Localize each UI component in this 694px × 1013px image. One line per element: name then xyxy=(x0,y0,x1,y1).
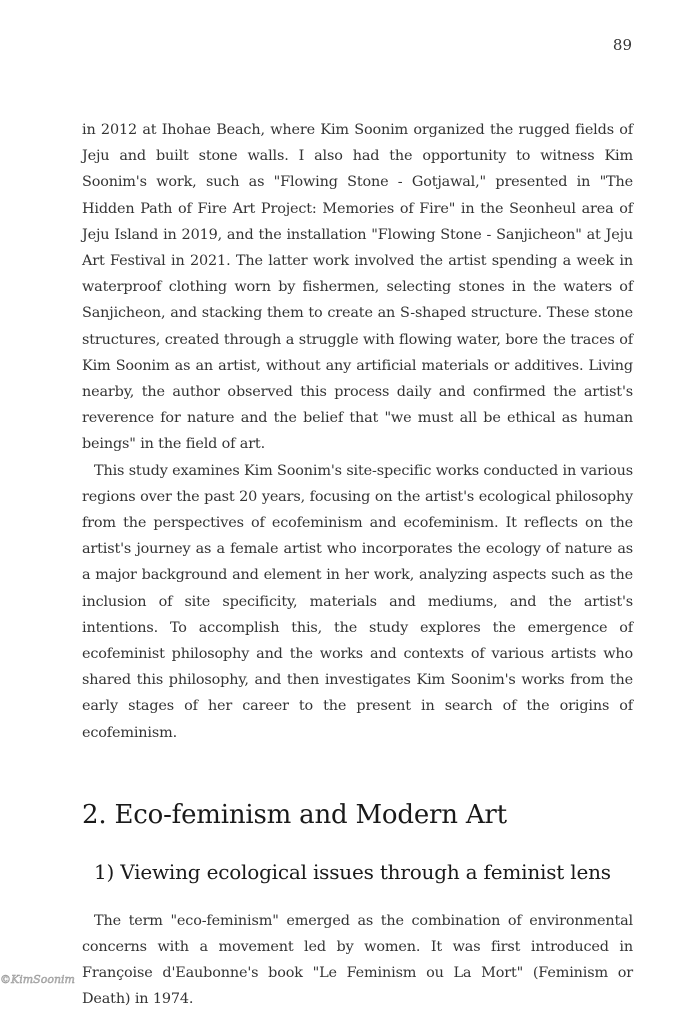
body-paragraph-3: The term "eco-feminism" emerged as the combination of environmental concerns with a movement led by women. It was first introduced in Françoise d'Eaubonne's book "Le Feminism ou La Mort" (Feminism or Death) in 1974. xyxy=(82,912,633,1008)
copyright-watermark: ©KimSoonim xyxy=(0,973,75,986)
body-paragraph-1: in 2012 at Ihohae Beach, where Kim Soonim organized the rugged fields of Jeju and built stone walls. I also had the opportunity to witness Kim Soonim's work, such as "Flowing Stone - Gotjawal," presented in "The Hidden Path of Fire Art Project: Memories of Fire" in the Seonheul area of Jeju Island in 2019, and the installation "Flowing Stone - Sanjicheon" at Jeju Art Festival in 2021. The latter work involved the artist spending a week in waterproof clothing worn by fishermen, selecting stones in the waters of Sanjicheon, and stacking them to create an S-shaped structure. These stone structures, created through a struggle with flowing water, bore the traces of Kim Soonim as an artist, without any artificial materials or additives. Living nearby, the author observed this process daily and confirmed the artist's reverence for nature and the belief that "we must all be ethical as human beings" in the field of art. xyxy=(82,122,633,453)
section-heading: 2. Eco-feminism and Modern Art xyxy=(82,799,507,830)
body-paragraph-2: This study examines Kim Soonim's site-specific works conducted in various regions over the past 20 years, focusing on the artist's ecological philosophy from the perspectives of ecofeminism and ecofeminism. It reflects on the artist's journey as a female artist who incorporates the ecology of nature as a major background and element in her work, analyzing aspects such as the inclusion of site specificity, materials and mediums, and the artist's intentions. To accomplish this, the study explores the emergence of ecofeminist philosophy and the works and contexts of various artists who shared this philosophy, and then investigates Kim Soonim's works from the early stages of her career to the present in search of the origins of ecofeminism. xyxy=(82,462,633,741)
page-number: 89 xyxy=(612,36,632,54)
page-body xyxy=(82,117,633,1013)
subsection-heading: 1) Viewing ecological issues through a feminist lens xyxy=(94,859,611,884)
